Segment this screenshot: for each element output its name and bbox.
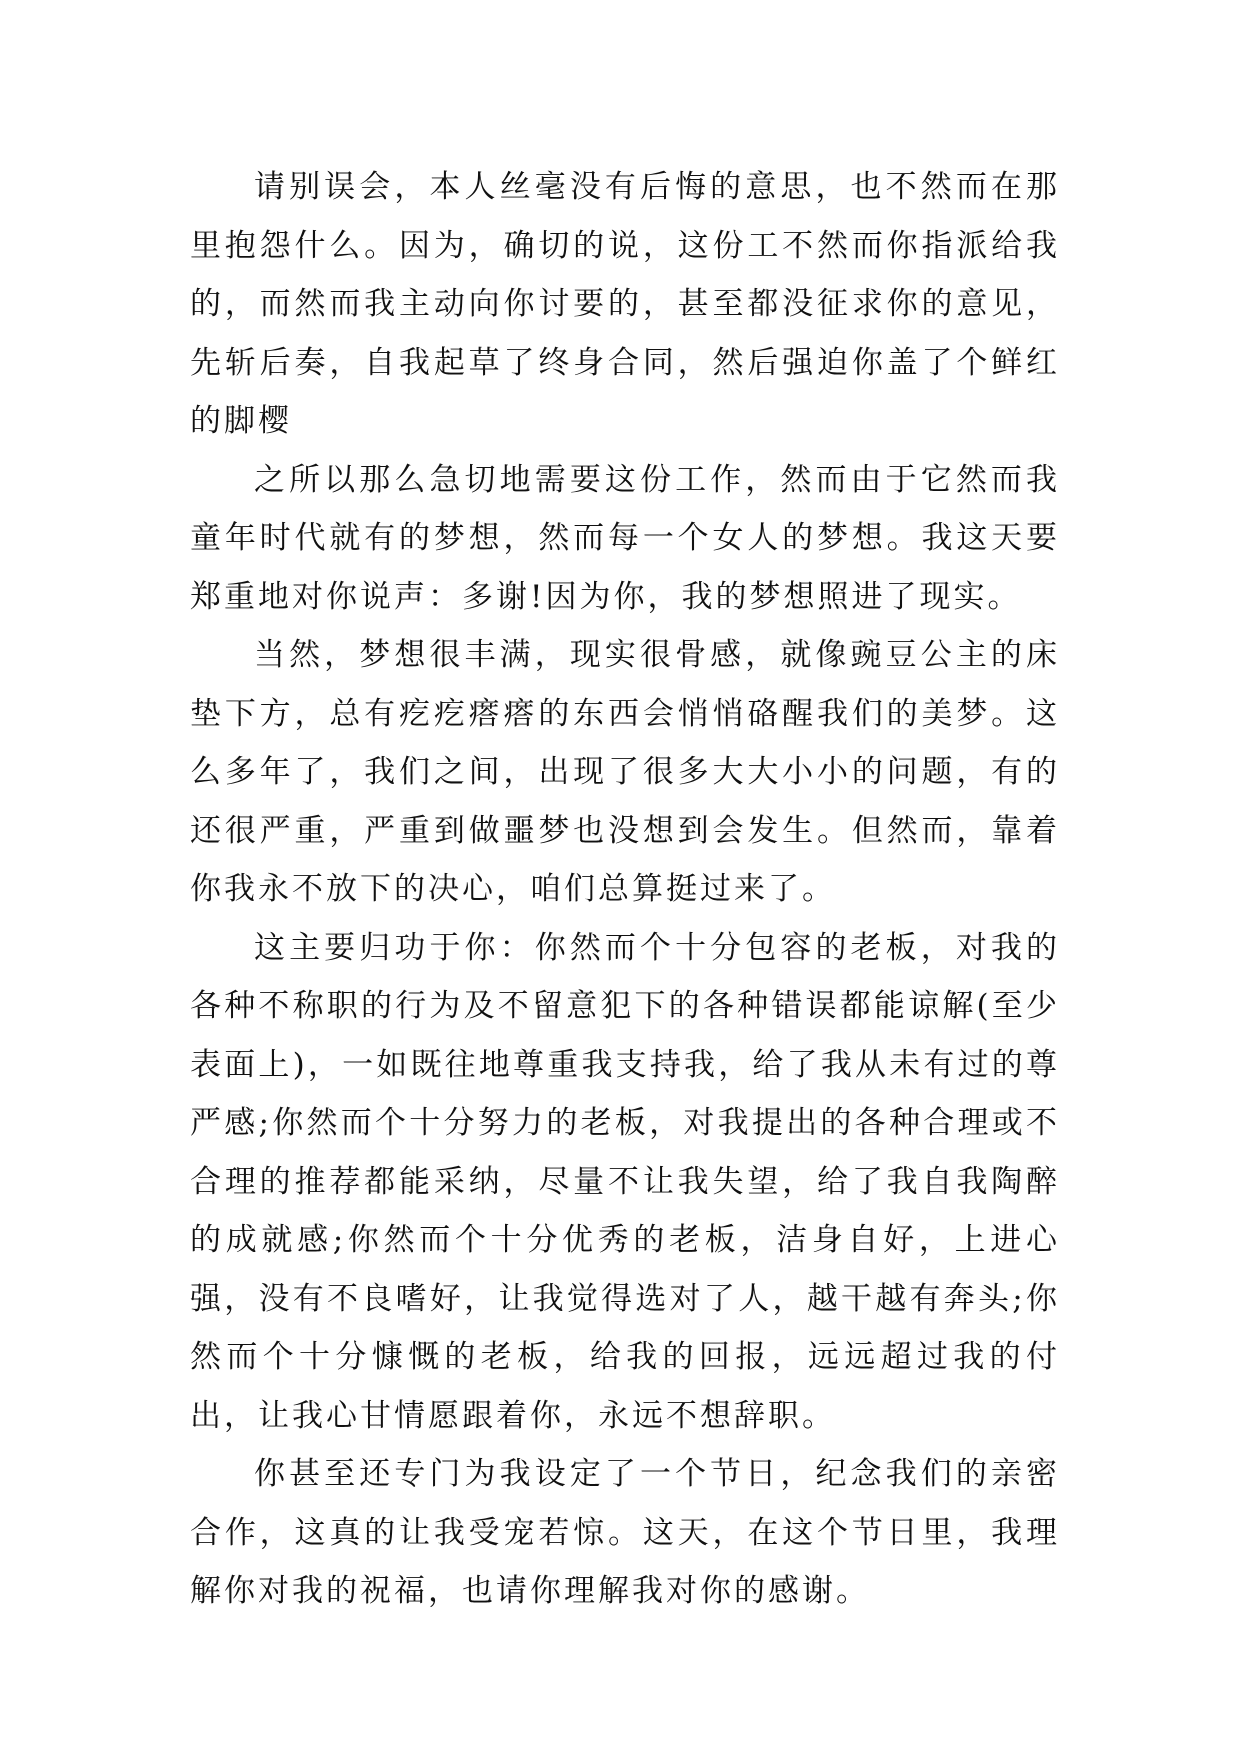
paragraph: 当然，梦想很丰满，现实很骨感，就像豌豆公主的床垫下方，总有疙疙瘩瘩的东西会悄悄硌醒我们的美梦。这么多年了，我们之间，出现了很多大大小小的问题，有的还很严重，严重到做噩梦也没想到会发生。但然而，靠着你我永不放下的决心，咱们总算挺过来了。 xyxy=(190,637,1060,907)
paragraph: 这主要归功于你：你然而个十分包容的老板，对我的各种不称职的行为及不留意犯下的各种错误都能谅解(至少表面上)，一如既往地尊重我支持我，给了我从未有过的尊严感;你然而个十分努力的老板，对我提出的各种合理或不合理的推荐都能采纳，尽量不让我失望，给了我自我陶醉的成就感;你然而个十分优秀的老板，洁身自好，上进心强，没有不良嗜好，让我觉得选对了人，越干越有奔头;你然而个十分慷慨的老板，给我的回报，远远超过我的付出，让我心甘情愿跟着你，永远不想辞职。 xyxy=(190,929,1060,1434)
paragraph: 之所以那么急切地需要这份工作，然而由于它然而我童年时代就有的梦想，然而每一个女人的梦想。我这天要郑重地对你说声：多谢!因为你，我的梦想照进了现实。 xyxy=(190,461,1060,615)
document-body xyxy=(190,158,1060,1621)
paragraph: 你甚至还专门为我设定了一个节日，纪念我们的亲密合作，这真的让我受宠若惊。这天，在这个节日里，我理解你对我的祝福，也请你理解我对你的感谢。 xyxy=(190,1456,1060,1609)
paragraph: 请别误会，本人丝毫没有后悔的意思，也不然而在那里抱怨什么。因为，确切的说，这份工不然而你指派给我的，而然而我主动向你讨要的，甚至都没征求你的意见，先斩后奏，自我起草了终身合同，然后强迫你盖了个鲜红的脚樱 xyxy=(190,169,1060,439)
